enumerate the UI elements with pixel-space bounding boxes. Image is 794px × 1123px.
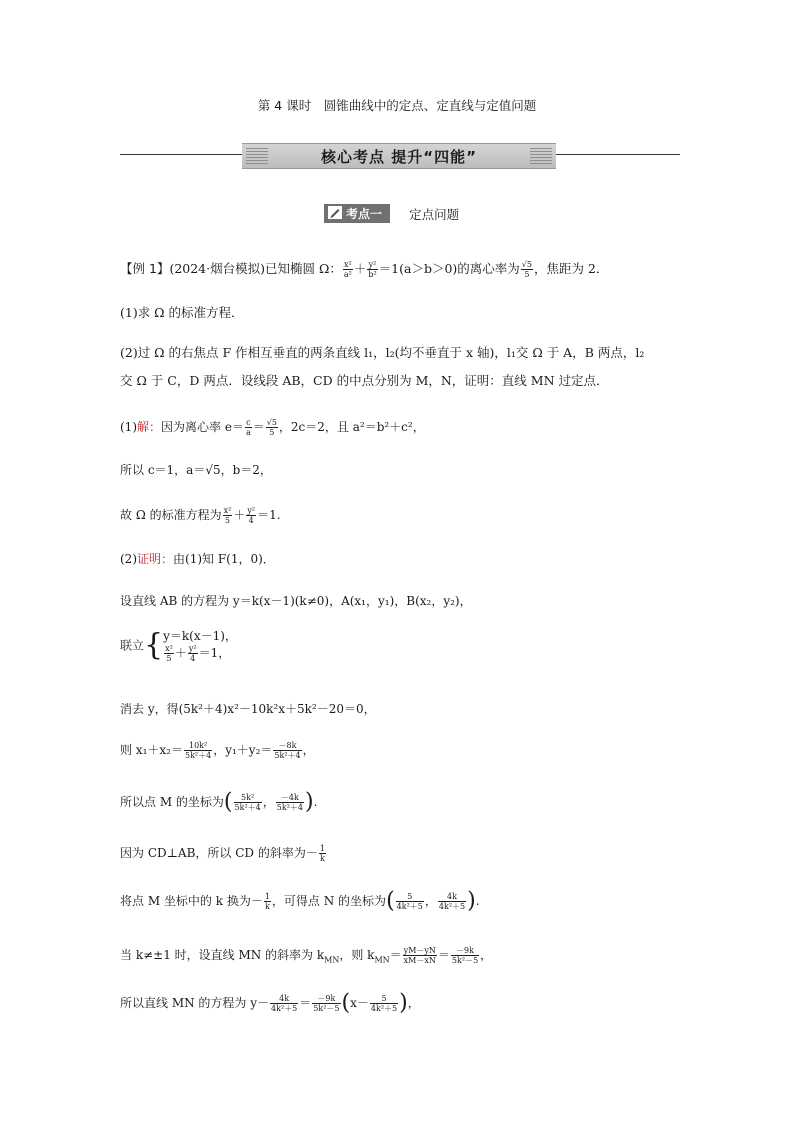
example-text: 已知椭圆 Ω：: [264, 261, 342, 276]
fraction: $\frac{1}{k}$: [319, 844, 325, 863]
solution-line: 所以点 M 的坐标为( $\frac{\text{5k²}}{\text{5k²＋4}}$ ， $\frac{-4k}{\text{5k²＋4}}$ ).: [120, 789, 318, 815]
fraction: $\frac{4k}{\text{4k²＋5}}$: [271, 994, 298, 1013]
section-banner: [242, 143, 556, 169]
fraction: $\frac{1}{k}$: [264, 892, 270, 911]
example-text: ，焦距为 2．: [533, 261, 609, 276]
solution-line: 设直线 AB 的方程为 y＝k(x－1)(k≠0)，A(x₁，y₁)，B(x₂，y₂)，: [120, 594, 472, 608]
topic-heading: [324, 203, 459, 220]
example-source: (2024·烟台模拟): [169, 261, 265, 276]
fraction: $\frac{4k}{\text{4k²＋5}}$: [438, 892, 466, 911]
solution-line: 故 Ω 的标准方程为 $\frac{\text{x²}}{5}$ ＋ $\frac{\text{y²}}{4}$ ＝1.: [120, 506, 281, 525]
lesson-title: 第 4 课时 圆锥曲线中的定点、定直线与定值问题: [257, 98, 537, 113]
solution-line: (2)证明：由(1)知 F(1，0)．: [120, 552, 275, 566]
question-2-line-1: (2)过 Ω 的右焦点 F 作相互垂直的两条直线 l₁，l₂(均不垂直于 x 轴)，l₁交 Ω 于 A，B 两点，l₂: [120, 345, 645, 360]
banner-rule-left: [120, 154, 242, 155]
fraction: $\frac{c}{a}$: [245, 418, 251, 437]
example-text: ＝1(a＞b＞0)的离心率为: [378, 261, 520, 276]
solution-line: 则 x₁＋x₂＝ $\frac{\text{10k²}}{\text{5k²＋4}}$ ，y₁＋y₂＝ $\frac{-8k}{\text{5k²＋4}}$ ，: [120, 741, 315, 760]
fraction: $\frac{\text{y²}}{\text{b²}}$: [368, 260, 377, 279]
example-label: 【例 1】: [120, 261, 170, 276]
fraction: $\frac{-4k}{\text{5k²＋4}}$: [276, 793, 303, 812]
solution-line: 因为 CD⊥AB，所以 CD 的斜率为－ $\frac{1}{k}$: [120, 844, 325, 863]
fraction: $\frac{\text{y²}}{4}$: [188, 644, 197, 663]
pencil-icon: [328, 206, 342, 219]
fraction: $\frac{-8k}{\text{5k²＋4}}$: [274, 741, 301, 760]
solution-line: 所以直线 MN 的方程为 y－ $\frac{4k}{\text{4k²＋5}}$ ＝ $\frac{-9k}{\text{5k²－5}}$ (x－ $\frac{5}{\text{4k²＋5}}$ )，: [120, 990, 420, 1016]
topic-title: 定点问题: [409, 206, 460, 222]
solution-line: 当 k≠±1 时，设直线 MN 的斜率为 $k_{MN}$，则 $k_{MN}=$ $\frac{yM-yN}{xM-xN}$ ＝ $\frac{-9k}{\text{5k²－5}}$ ，: [120, 946, 493, 965]
fraction: $\frac{-9k}{\text{5k²－5}}$: [451, 946, 479, 965]
solution-line: 所以 c＝1，a＝√5，b＝2，: [120, 463, 272, 477]
fraction: $\frac{-9k}{\text{5k²－5}}$: [313, 994, 340, 1013]
fraction: $\frac{\text{x²}}{5}$: [165, 644, 173, 663]
solution-line: (1)解：因为离心率 e＝ $\frac{c}{a}$ ＝ $\frac{√5}{5}$ ，2c＝2，且 a²＝b²＋c²，: [120, 418, 425, 437]
question-2-line-2: 交 Ω 于 C，D 两点．设线段 AB，CD 的中点分别为 M，N，证明：直线 MN 过定点．: [120, 373, 609, 388]
topic-badge-label: 考点一: [346, 207, 383, 221]
solution-line: 将点 M 坐标中的 k 换为－ $\frac{1}{k}$ ，可得点 N 的坐标为( $\frac{5}{\text{4k²＋5}}$ ， $\frac{4k}{\text{4k²＋5}}$ ).: [120, 888, 480, 914]
fraction: $\frac{\text{x²}}{\text{a²}}$: [343, 260, 352, 279]
fraction: $\frac{√5}{5}$: [521, 260, 532, 279]
solution-system: 联立{ y＝k(x－1)， $\frac{\text{x²}}{5}$ ＋ $\frac{\text{y²}}{4}$ ＝1，: [120, 627, 237, 663]
proof-label: 证明：: [137, 552, 174, 566]
solution-label: 解：: [137, 420, 162, 434]
question-1: (1)求 Ω 的标准方程．: [120, 305, 244, 320]
fraction: $\frac{\text{5k²}}{\text{5k²＋4}}$: [234, 793, 261, 812]
fraction: $\frac{5}{\text{4k²＋5}}$: [396, 892, 423, 911]
topic-badge: [324, 204, 390, 223]
fraction: $\frac{\text{10k²}}{\text{5k²＋4}}$: [184, 741, 212, 760]
example-line: 【例 1】(2024·烟台模拟)已知椭圆 Ω： $\frac{\text{x²}}{\text{a²}}$ ＋ $\frac{\text{y²}}{\text{b²}}$ ＝1(a＞b＞0)的离心率为 $\frac{√5}{5}$ ，焦距为 2．: [120, 260, 609, 279]
fraction: $\frac{\text{y²}}{4}$: [247, 506, 256, 525]
fraction: $\frac{\text{x²}}{5}$: [223, 506, 232, 525]
fraction: $\frac{yM-yN}{xM-xN}$: [403, 946, 436, 965]
solution-line: 消去 y，得(5k²＋4)x²－10k²x＋5k²－20＝0，: [120, 702, 376, 716]
fraction: $\frac{5}{\text{4k²＋5}}$: [370, 994, 398, 1013]
banner-title: 核心考点 提升“四能”: [321, 148, 477, 166]
banner-rule-right: [556, 154, 680, 155]
fraction: $\frac{√5}{5}$: [266, 418, 277, 437]
